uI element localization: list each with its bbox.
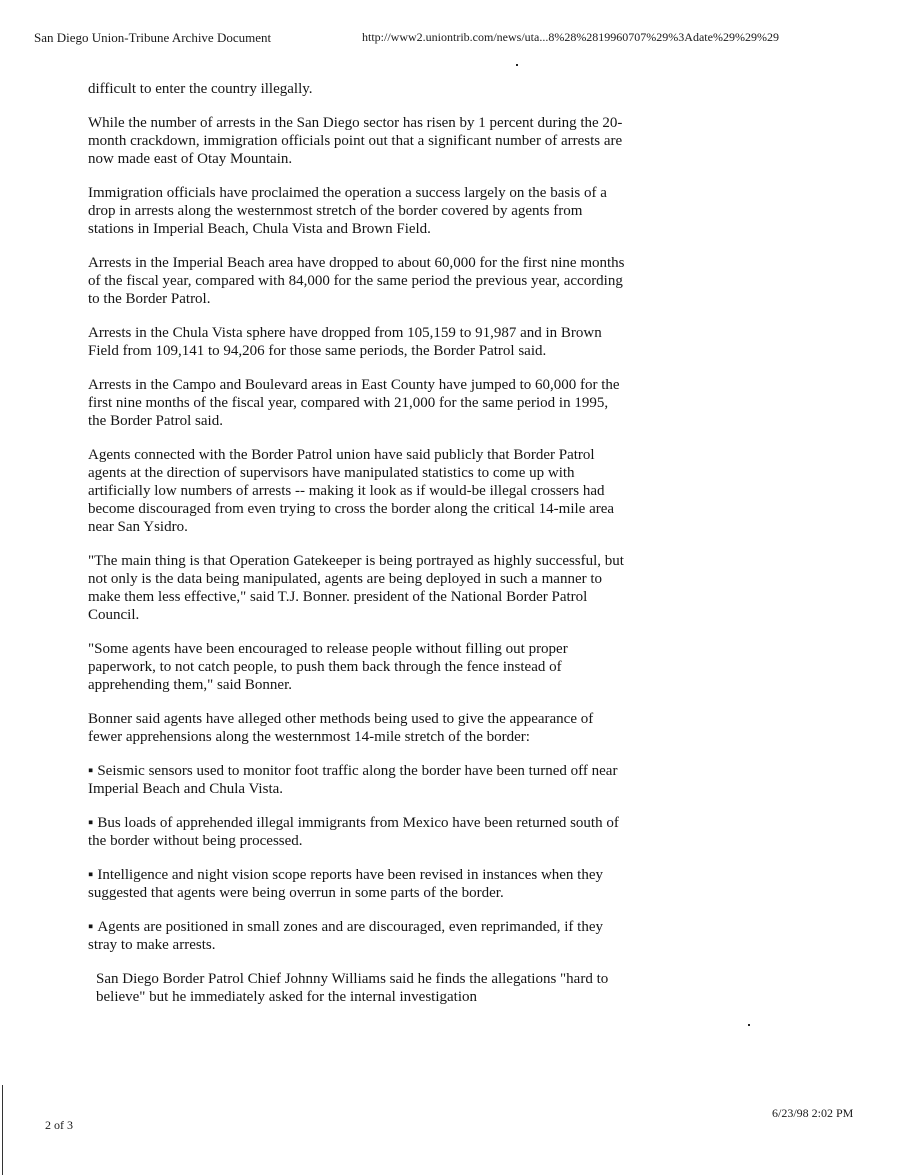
paragraph-3: Immigration officials have proclaimed the operation a success largely on the basis of a drop in arrests along the westernmost stretch of the border covered by agents from stations in Imperial Beach, Chula Vista and Brown Field. xyxy=(88,185,607,237)
document-url: http://www2.uniontrib.com/news/uta...8%28%2819960707%29%3Adate%29%29%29 xyxy=(362,30,779,44)
bullet-item-2 xyxy=(88,814,628,850)
closing-paragraph: San Diego Border Patrol Chief Johnny Williams said he finds the allegations "hard to believe" but he immediately asked for the internal investigation xyxy=(96,971,609,1005)
scan-speck xyxy=(748,1024,750,1026)
paragraph-8: "The main thing is that Operation Gatekeeper is being portrayed as highly successful, but not only is the data being manipulated, agents are being deployed in such a manner to make them less effective," said T.J. Bonner. president of the National Border Patrol Council. xyxy=(88,553,624,623)
bullet-item-4 xyxy=(88,918,628,954)
document-source: San Diego Union-Tribune Archive Document xyxy=(34,30,272,45)
paragraph-5: Arrests in the Chula Vista sphere have dropped from 105,159 to 91,987 and in Brown Field from 109,141 to 94,206 for those same periods, the Border Patrol said. xyxy=(88,325,602,359)
scan-speck xyxy=(516,64,518,66)
bullet-item-1 xyxy=(88,762,628,798)
bullet-text: Bus loads of apprehended illegal immigrants from Mexico have been returned south of the border without being processed. xyxy=(88,815,619,849)
bullet-mark: ▪ xyxy=(88,815,94,831)
bullet-item-3 xyxy=(88,866,628,902)
paragraph-9: "Some agents have been encouraged to release people without filling out proper paperwork, to not catch people, to push them back through the fence instead of apprehending them," said Bonner. xyxy=(88,641,568,693)
paragraph-1: difficult to enter the country illegally. xyxy=(88,81,313,97)
bullet-mark: ▪ xyxy=(88,919,94,935)
bullet-mark: ▪ xyxy=(88,763,94,779)
paragraph-10: Bonner said agents have alleged other methods being used to give the appearance of fewer apprehensions along the westernmost 14-mile stretch of the border: xyxy=(88,711,594,745)
bullet-text: Intelligence and night vision scope reports have been revised in instances when they suggested that agents were being overrun in some parts of the border. xyxy=(88,867,604,901)
bullet-text: Seismic sensors used to monitor foot traffic along the border have been turned off near Imperial Beach and Chula Vista. xyxy=(88,763,618,797)
paragraph-4: Arrests in the Imperial Beach area have dropped to about 60,000 for the first nine months of the fiscal year, compared with 84,000 for the same period the previous year, according to the Border Patrol. xyxy=(88,255,625,307)
paragraph-2: While the number of arrests in the San Diego sector has risen by 1 percent during the 20-month crackdown, immigration officials point out that a significant number of arrests are now made east of Otay Mountain. xyxy=(88,115,623,167)
article-body xyxy=(88,80,628,1022)
paragraph-6: Arrests in the Campo and Boulevard areas in East County have jumped to 60,000 for the first nine months of the fiscal year, compared with 21,000 for the same period in 1995, the Border Patrol said. xyxy=(88,377,620,429)
bullet-mark: ▪ xyxy=(88,867,94,883)
scan-edge-mark xyxy=(2,1085,3,1175)
page-number: 2 of 3 xyxy=(45,1118,73,1132)
print-timestamp: 6/23/98 2:02 PM xyxy=(772,1106,854,1120)
bullet-text: Agents are positioned in small zones and are discouraged, even reprimanded, if they stray to make arrests. xyxy=(88,919,603,953)
paragraph-7: Agents connected with the Border Patrol union have said publicly that Border Patrol agents at the direction of supervisors have manipulated statistics to come up with artificially low numbers of arrests -- making it look as if would-be illegal crossers had become discouraged from even trying to cross the border along the critical 14-mile area near San Ysidro. xyxy=(88,447,615,535)
